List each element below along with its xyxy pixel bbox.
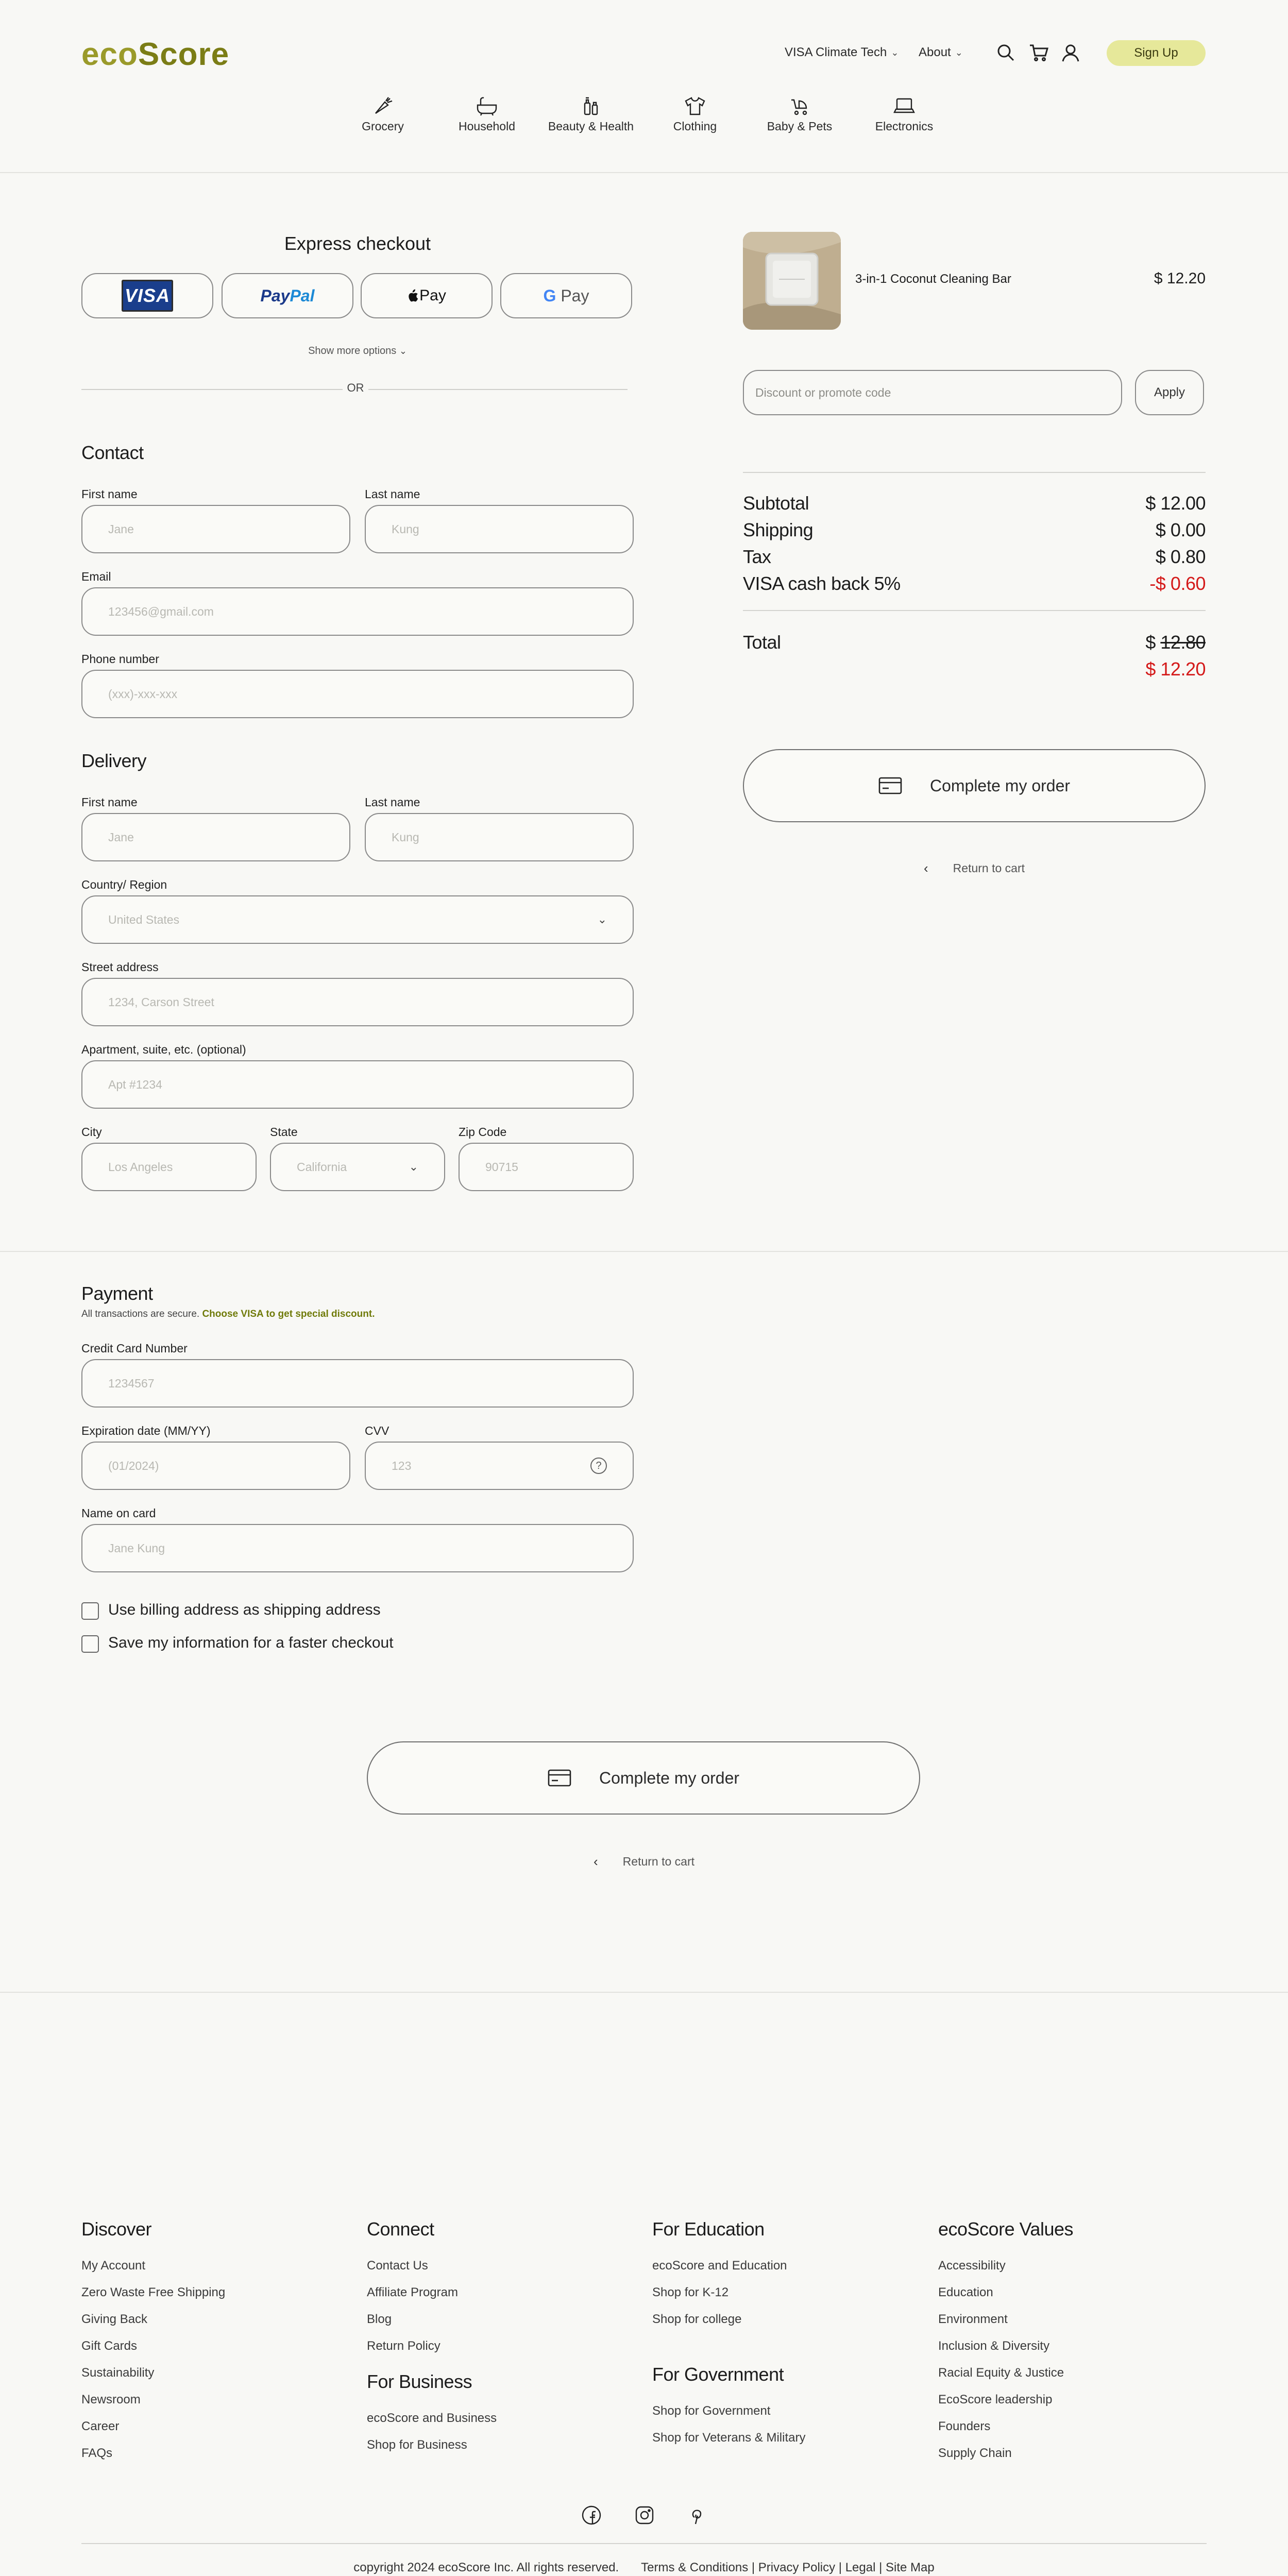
footer-bottom-bar: [0, 2561, 1288, 2575]
contact-title: Contact: [81, 442, 144, 463]
apply-button[interactable]: Apply: [1135, 370, 1204, 415]
instagram-icon[interactable]: [634, 2505, 655, 2526]
expiration-input[interactable]: [81, 1442, 350, 1490]
search-icon[interactable]: [994, 41, 1017, 64]
billing-address-checkbox[interactable]: [81, 1602, 99, 1620]
placeholder: 123: [392, 1459, 412, 1472]
category-electronics[interactable]: [860, 96, 948, 133]
placeholder: Kung: [392, 830, 419, 844]
footer-link[interactable]: Founders: [938, 2419, 991, 2433]
apple-pay-button[interactable]: [361, 273, 493, 318]
show-more-label: Show more options: [308, 345, 397, 357]
apartment-label: Apartment, suite, etc. (optional): [81, 1043, 246, 1056]
footer-link[interactable]: Accessibility: [938, 2259, 1006, 2273]
name-on-card-label: Name on card: [81, 1506, 156, 1520]
help-icon[interactable]: ?: [590, 1458, 607, 1474]
product-name: 3-in-1 Coconut Cleaning Bar: [855, 272, 1011, 286]
credit-card-icon: [878, 777, 902, 794]
first-name-label: First name: [81, 487, 138, 501]
placeholder: (01/2024): [108, 1459, 159, 1472]
visa-discount-highlight: Choose VISA to get special discount.: [202, 1309, 375, 1319]
payment-security-note: [81, 1309, 375, 1320]
return-to-cart-link-bottom[interactable]: [594, 1854, 694, 1870]
save-info-checkbox[interactable]: [81, 1635, 99, 1653]
nav-label: About: [919, 45, 951, 59]
footer-link[interactable]: Career: [81, 2419, 120, 2433]
last-name-label: Last name: [365, 487, 420, 501]
delivery-title: Delivery: [81, 750, 147, 771]
category-label: Grocery: [362, 120, 404, 133]
country-value: United States: [108, 912, 180, 926]
shipping-row: Shipping $ 0.00: [743, 519, 1206, 540]
category-label: Baby & Pets: [767, 120, 833, 133]
brand-logo[interactable]: [81, 36, 229, 73]
google-pay-logo: G Pay: [543, 286, 589, 305]
user-icon[interactable]: [1059, 41, 1082, 64]
footer-link[interactable]: Shop for college: [652, 2312, 742, 2326]
footer-heading-government: For Government: [652, 2364, 784, 2385]
footer-heading-values: ecoScore Values: [938, 2218, 1073, 2240]
footer-link[interactable]: My Account: [81, 2259, 146, 2273]
footer-link[interactable]: Affiliate Program: [367, 2285, 458, 2299]
card-number-input[interactable]: [81, 1359, 634, 1408]
card-number-label: Credit Card Number: [81, 1342, 188, 1355]
last-name-label: Last name: [365, 795, 420, 809]
return-to-cart-label: Return to cart: [622, 1855, 695, 1868]
placeholder: Jane: [108, 522, 134, 536]
stroller-icon: [788, 96, 811, 116]
chevron-down-icon: ⌄: [891, 47, 899, 58]
laptop-icon: [893, 96, 916, 116]
cvv-label: CVV: [365, 1424, 389, 1437]
cvv-input[interactable]: [365, 1442, 634, 1490]
total-discounted: $ 12.20: [1145, 658, 1206, 680]
delivery-first-name-input[interactable]: [81, 813, 350, 861]
visa-logo: VISA: [122, 280, 173, 312]
placeholder: (xxx)-xxx-xxx: [108, 687, 178, 701]
placeholder: 123456@gmail.com: [108, 604, 214, 618]
payment-title: Payment: [81, 1283, 153, 1304]
state-value: California: [297, 1160, 347, 1174]
total-original: $ 12.80: [1145, 632, 1206, 653]
footer-link[interactable]: Newsroom: [81, 2393, 141, 2406]
country-select[interactable]: [81, 895, 634, 944]
phone-field[interactable]: [81, 670, 634, 718]
product-price: $ 12.20: [1154, 270, 1206, 287]
contact-first-name-input[interactable]: [81, 505, 350, 553]
google-g-icon: G: [543, 286, 556, 305]
nav-visa-climate-tech[interactable]: [785, 45, 899, 60]
complete-order-label: Complete my order: [599, 1768, 740, 1787]
or-label: OR: [343, 381, 368, 395]
zip-label: Zip Code: [459, 1125, 507, 1139]
category-clothing[interactable]: [651, 96, 739, 133]
product-image: [743, 232, 841, 330]
complete-order-label: Complete my order: [929, 776, 1071, 795]
footer-link[interactable]: Shop for Government: [652, 2404, 771, 2418]
first-name-label: First name: [81, 795, 138, 809]
footer-link[interactable]: Gift Cards: [81, 2339, 138, 2353]
street-label: Street address: [81, 960, 159, 974]
footer-link[interactable]: Environment: [938, 2312, 1008, 2326]
copyright-text: copyright 2024 ecoScore Inc. All rights reserved.: [353, 2561, 619, 2574]
phone-label: Phone number: [81, 652, 159, 666]
chevron-down-icon: ⌄: [399, 346, 407, 356]
footer-link[interactable]: Giving Back: [81, 2312, 148, 2326]
nav-about[interactable]: [919, 45, 963, 60]
footer-link[interactable]: Racial Equity & Justice: [938, 2366, 1064, 2380]
bottles-icon: [580, 96, 602, 116]
placeholder: 1234567: [108, 1376, 155, 1390]
email-label: Email: [81, 570, 111, 583]
sign-up-button[interactable]: Sign Up: [1107, 40, 1206, 66]
note-text: All transactions are secure.: [81, 1309, 200, 1319]
footer-link[interactable]: EcoScore leadership: [938, 2393, 1053, 2406]
credit-card-icon: [548, 1769, 571, 1787]
total-discounted-row: [743, 658, 1206, 680]
state-label: State: [270, 1125, 298, 1139]
save-info-label: Save my information for a faster checkout: [108, 1634, 394, 1651]
apple-pay-label: Pay: [419, 287, 446, 304]
placeholder: Apt #1234: [108, 1077, 162, 1091]
complete-order-button-bottom[interactable]: [367, 1741, 920, 1815]
apartment-input[interactable]: [81, 1060, 634, 1109]
footer-link[interactable]: Shop for Business: [367, 2438, 467, 2452]
section-divider: [0, 1251, 1288, 1252]
footer-link[interactable]: ecoScore and Business: [367, 2411, 497, 2425]
placeholder: Discount or promote code: [755, 385, 891, 399]
chevron-down-icon: ⌄: [409, 1160, 418, 1173]
subtotal-row: Subtotal $ 12.00: [743, 493, 1206, 514]
category-grocery[interactable]: [339, 96, 427, 133]
footer-link[interactable]: Education: [938, 2285, 993, 2299]
google-pay-button[interactable]: [500, 273, 632, 318]
placeholder: Kung: [392, 522, 419, 536]
paypal-logo: PayPal: [260, 286, 315, 305]
placeholder: Los Angeles: [108, 1160, 173, 1174]
state-select[interactable]: [270, 1143, 445, 1191]
express-checkout-title: Express checkout: [284, 233, 431, 254]
billing-address-label: Use billing address as shipping address: [108, 1601, 381, 1618]
footer-link[interactable]: Zero Waste Free Shipping: [81, 2285, 226, 2299]
shirt-icon: [684, 96, 706, 116]
logo-score: Score: [138, 37, 230, 72]
footer-link[interactable]: Blog: [367, 2312, 392, 2326]
placeholder: 90715: [485, 1160, 518, 1174]
legal-links[interactable]: Terms & Conditions | Privacy Policy | Legal | Site Map: [641, 2561, 935, 2574]
placeholder: Jane: [108, 830, 134, 844]
placeholder: 1234, Carson Street: [108, 995, 214, 1009]
tax-row: Tax $ 0.80: [743, 546, 1206, 567]
summary-divider: [743, 472, 1206, 473]
cart-icon[interactable]: [1027, 41, 1050, 64]
product-thumbnail: [743, 232, 841, 330]
nav-label: VISA Climate Tech: [785, 45, 887, 59]
chevron-left-icon: ‹: [924, 860, 928, 876]
category-beauty-health[interactable]: [547, 96, 635, 133]
complete-order-button[interactable]: [743, 749, 1206, 822]
delivery-last-name-input[interactable]: [365, 813, 634, 861]
pinterest-icon[interactable]: [687, 2505, 707, 2526]
chevron-left-icon: ‹: [594, 1854, 598, 1869]
footer-heading-education: For Education: [652, 2218, 765, 2240]
footer-link[interactable]: Inclusion & Diversity: [938, 2339, 1050, 2353]
category-label: Household: [459, 120, 515, 133]
chevron-down-icon: ⌄: [955, 47, 963, 58]
bathtub-icon: [476, 96, 498, 116]
total-row: [743, 632, 1206, 653]
footer-bottom-divider: [81, 2543, 1207, 2544]
apple-icon: [407, 289, 418, 302]
country-label: Country/ Region: [81, 878, 167, 891]
street-address-input[interactable]: [81, 978, 634, 1026]
footer-link[interactable]: ecoScore and Education: [652, 2259, 787, 2273]
footer-heading-discover: Discover: [81, 2218, 152, 2240]
total-divider: [743, 610, 1206, 611]
footer-link[interactable]: Shop for K-12: [652, 2285, 729, 2299]
email-field[interactable]: [81, 587, 634, 636]
category-label: Clothing: [673, 120, 717, 133]
carrot-icon: [371, 96, 394, 116]
city-label: City: [81, 1125, 102, 1139]
footer-link[interactable]: Contact Us: [367, 2259, 428, 2273]
footer-divider: [0, 1992, 1288, 1993]
facebook-icon[interactable]: [581, 2505, 602, 2526]
footer-heading-business: For Business: [367, 2371, 472, 2392]
category-baby-pets[interactable]: [756, 96, 843, 133]
zip-code-input[interactable]: [459, 1143, 634, 1191]
expiration-label: Expiration date (MM/YY): [81, 1424, 211, 1437]
category-label: Beauty & Health: [548, 120, 634, 133]
total-label: Total: [743, 632, 781, 653]
placeholder: Jane Kung: [108, 1541, 165, 1555]
contact-last-name-input[interactable]: [365, 505, 634, 553]
visa-cashback-row: VISA cash back 5% -$ 0.60: [743, 573, 1206, 594]
category-household[interactable]: [443, 96, 531, 133]
category-label: Electronics: [875, 120, 934, 133]
city-input[interactable]: [81, 1143, 257, 1191]
footer-link[interactable]: Return Policy: [367, 2339, 440, 2353]
discount-code-input[interactable]: [743, 370, 1122, 415]
return-to-cart-link[interactable]: [924, 860, 1025, 876]
paypal-button[interactable]: [222, 273, 353, 318]
footer-link[interactable]: Sustainability: [81, 2366, 155, 2380]
visa-pay-button[interactable]: [81, 273, 213, 318]
footer-heading-connect: Connect: [367, 2218, 434, 2240]
show-more-options-link[interactable]: [81, 345, 634, 357]
footer-link[interactable]: Supply Chain: [938, 2446, 1012, 2460]
return-to-cart-label: Return to cart: [953, 861, 1025, 875]
chevron-down-icon: ⌄: [597, 913, 607, 926]
name-on-card-input[interactable]: [81, 1524, 634, 1572]
header-divider: [0, 172, 1288, 173]
footer-link[interactable]: FAQs: [81, 2446, 113, 2460]
footer-link[interactable]: Shop for Veterans & Military: [652, 2431, 806, 2445]
logo-eco: eco: [81, 37, 138, 72]
